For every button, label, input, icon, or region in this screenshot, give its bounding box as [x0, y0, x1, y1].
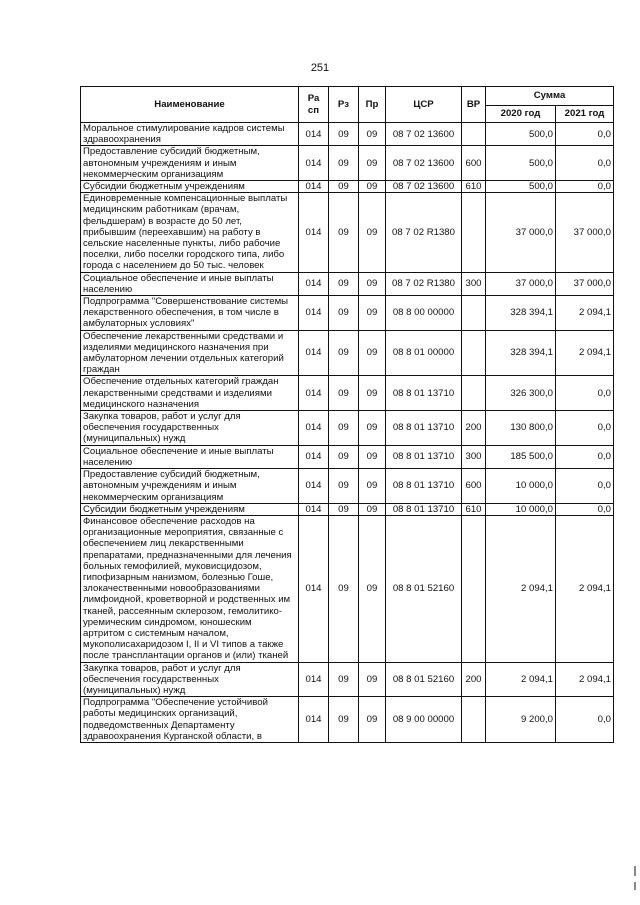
- row-ra: 014: [299, 272, 329, 295]
- row-vr: 600: [462, 469, 486, 504]
- row-ra: 014: [299, 469, 329, 504]
- table-row: [81, 146, 614, 181]
- table-row: [81, 181, 614, 193]
- header-ra: Ра: [307, 93, 320, 105]
- header-pr: Пр: [359, 87, 386, 123]
- row-name: Обеспечение отдельных категорий граждан лекарственными средствами и изделиями медицинского назначения: [81, 376, 299, 411]
- row-name: Закупка товаров, работ и услуг для обеспечения государственных (муниципальных) нужд: [81, 662, 299, 697]
- row-csr: 08 8 01 52160: [386, 662, 462, 697]
- row-sum-2021: 2 094,1: [556, 662, 614, 697]
- table-row: [81, 193, 614, 272]
- row-sum-2021: 2 094,1: [556, 515, 614, 662]
- row-vr: 200: [462, 662, 486, 697]
- row-csr: 08 7 02 13600: [386, 146, 462, 181]
- row-vr: [462, 193, 486, 272]
- row-rz: 09: [329, 181, 359, 193]
- row-pr: 09: [359, 181, 386, 193]
- row-sum-2021: 0,0: [556, 181, 614, 193]
- row-sum-2021: 0,0: [556, 697, 614, 743]
- row-name: Единовременные компенсационные выплаты медицинским работникам (врачам, фельдшерам) в возрасте до 50 лет, прибывшим (переехавшим) на работу в сельские населенные пункты, либо рабочие поселки, либо поселки городского типа, либо города с населением до 50 тыс. человек: [81, 193, 299, 272]
- row-pr: 09: [359, 515, 386, 662]
- row-vr: [462, 330, 486, 376]
- budget-table: [80, 86, 614, 743]
- row-vr: [462, 515, 486, 662]
- row-csr: 08 8 01 00000: [386, 330, 462, 376]
- row-csr: 08 7 02 13600: [386, 123, 462, 146]
- row-csr: 08 7 02 13600: [386, 181, 462, 193]
- table-row: [81, 662, 614, 697]
- row-vr: 600: [462, 146, 486, 181]
- row-vr: 610: [462, 503, 486, 515]
- row-sum-2020: 9 200,0: [486, 697, 556, 743]
- row-name: Обеспечение лекарственными средствами и изделиями медицинского назначения при амбулаторном лечении отдельных категорий граждан: [81, 330, 299, 376]
- row-name: Субсидии бюджетным учреждениям: [81, 503, 299, 515]
- row-vr: [462, 376, 486, 411]
- header-sum: Сумма: [486, 87, 614, 106]
- row-rz: 09: [329, 445, 359, 468]
- row-name: Финансовое обеспечение расходов на организационные мероприятия, связанные с обеспечением лиц лекарственными препаратами, предназначенными для лечения больных гемофилией, муковисцидозом, гипофизарным нанизмом, болезнью Гоше, злокачественными новообразованиями лимфоидной, кроветворной и родственных им тканей, рассеянным склерозом, гемолитико-уремическим синдромом, юношеским артритом с системным началом, мукополисахаридозом I, II и VI типов а также после трансплантации органов и (или) тканей: [81, 515, 299, 662]
- row-ra: 014: [299, 411, 329, 446]
- row-vr: 200: [462, 411, 486, 446]
- row-name: Закупка товаров, работ и услуг для обеспечения государственных (муниципальных) нужд: [81, 411, 299, 446]
- row-sum-2021: 2 094,1: [556, 296, 614, 331]
- row-csr: 08 8 01 13710: [386, 376, 462, 411]
- row-ra: 014: [299, 376, 329, 411]
- page-number: 251: [310, 62, 330, 74]
- row-name: Подпрограмма "Совершенствование системы лекарственного обеспечения, в том числе в амбулаторных условиях": [81, 296, 299, 331]
- row-sum-2020: 500,0: [486, 146, 556, 181]
- row-ra: 014: [299, 146, 329, 181]
- row-sum-2020: 2 094,1: [486, 662, 556, 697]
- row-vr: 300: [462, 272, 486, 295]
- row-sum-2020: 130 800,0: [486, 411, 556, 446]
- row-ra: 014: [299, 296, 329, 331]
- row-name: Предоставление субсидий бюджетным, автономным учреждениям и иным некоммерческим организациям: [81, 146, 299, 181]
- row-sum-2020: 500,0: [486, 123, 556, 146]
- row-csr: 08 8 01 13710: [386, 469, 462, 504]
- header-sp: сп: [307, 104, 320, 116]
- row-ra: 014: [299, 181, 329, 193]
- table-row: [81, 697, 614, 743]
- row-ra: 014: [299, 445, 329, 468]
- row-pr: 09: [359, 445, 386, 468]
- row-name: Предоставление субсидий бюджетным, автономным учреждениям и иным некоммерческим организациям: [81, 469, 299, 504]
- row-pr: 09: [359, 330, 386, 376]
- header-2021: 2021 год: [556, 106, 614, 123]
- row-rz: 09: [329, 146, 359, 181]
- table-row: [81, 503, 614, 515]
- row-sum-2020: 10 000,0: [486, 469, 556, 504]
- row-csr: 08 8 01 13710: [386, 411, 462, 446]
- row-csr: 08 7 02 R1380: [386, 272, 462, 295]
- row-rz: 09: [329, 330, 359, 376]
- row-ra: 014: [299, 662, 329, 697]
- row-sum-2020: 37 000,0: [486, 193, 556, 272]
- row-pr: 09: [359, 503, 386, 515]
- row-pr: 09: [359, 376, 386, 411]
- row-ra: 014: [299, 123, 329, 146]
- row-vr: [462, 123, 486, 146]
- table-row: [81, 272, 614, 295]
- row-name: Моральное стимулирование кадров системы здравоохранения: [81, 123, 299, 146]
- row-rz: 09: [329, 411, 359, 446]
- header-ra-sp: [299, 87, 329, 123]
- row-name: Подпрограмма "Обеспечение устойчивой работы медицинских организаций, подведомственных Департаменту здравоохранения Курганской области, в: [81, 697, 299, 743]
- table-row: [81, 296, 614, 331]
- table-row: [81, 411, 614, 446]
- table-row: [81, 515, 614, 662]
- row-rz: 09: [329, 123, 359, 146]
- row-csr: 08 7 02 R1380: [386, 193, 462, 272]
- row-sum-2021: 0,0: [556, 469, 614, 504]
- row-sum-2021: 2 094,1: [556, 330, 614, 376]
- table-row: [81, 376, 614, 411]
- row-ra: 014: [299, 697, 329, 743]
- row-csr: 08 8 00 00000: [386, 296, 462, 331]
- row-sum-2021: 0,0: [556, 123, 614, 146]
- row-csr: 08 9 00 00000: [386, 697, 462, 743]
- row-name: Субсидии бюджетным учреждениям: [81, 181, 299, 193]
- row-pr: 09: [359, 697, 386, 743]
- row-vr: 300: [462, 445, 486, 468]
- scan-edge-mark: [634, 866, 636, 876]
- row-pr: 09: [359, 146, 386, 181]
- row-name: Социальное обеспечение и иные выплаты населению: [81, 272, 299, 295]
- header-rz: Рз: [329, 87, 359, 123]
- header-name: Наименование: [81, 87, 299, 123]
- table-body: [81, 123, 614, 743]
- row-sum-2020: 328 394,1: [486, 330, 556, 376]
- scan-edge-mark: [634, 882, 636, 890]
- row-sum-2020: 185 500,0: [486, 445, 556, 468]
- row-pr: 09: [359, 272, 386, 295]
- row-rz: 09: [329, 662, 359, 697]
- row-ra: 014: [299, 330, 329, 376]
- row-pr: 09: [359, 123, 386, 146]
- table-row: [81, 469, 614, 504]
- row-pr: 09: [359, 662, 386, 697]
- header-csr: ЦСР: [386, 87, 462, 123]
- row-pr: 09: [359, 411, 386, 446]
- row-sum-2021: 0,0: [556, 146, 614, 181]
- row-rz: 09: [329, 296, 359, 331]
- row-rz: 09: [329, 376, 359, 411]
- table-row: [81, 445, 614, 468]
- row-sum-2021: 37 000,0: [556, 193, 614, 272]
- table-row: [81, 330, 614, 376]
- row-sum-2020: 326 300,0: [486, 376, 556, 411]
- row-sum-2021: 0,0: [556, 445, 614, 468]
- header-2020: 2020 год: [486, 106, 556, 123]
- row-csr: 08 8 01 13710: [386, 503, 462, 515]
- row-sum-2020: 2 094,1: [486, 515, 556, 662]
- row-vr: [462, 296, 486, 331]
- row-pr: 09: [359, 193, 386, 272]
- row-ra: 014: [299, 193, 329, 272]
- row-pr: 09: [359, 296, 386, 331]
- row-rz: 09: [329, 503, 359, 515]
- row-csr: 08 8 01 13710: [386, 445, 462, 468]
- row-rz: 09: [329, 697, 359, 743]
- row-ra: 014: [299, 515, 329, 662]
- row-vr: [462, 697, 486, 743]
- row-ra: 014: [299, 503, 329, 515]
- row-vr: 610: [462, 181, 486, 193]
- row-sum-2021: 0,0: [556, 411, 614, 446]
- row-csr: 08 8 01 52160: [386, 515, 462, 662]
- row-sum-2020: 500,0: [486, 181, 556, 193]
- table-row: [81, 123, 614, 146]
- row-sum-2020: 328 394,1: [486, 296, 556, 331]
- row-name: Социальное обеспечение и иные выплаты населению: [81, 445, 299, 468]
- row-pr: 09: [359, 469, 386, 504]
- row-rz: 09: [329, 193, 359, 272]
- header-vr: ВР: [462, 87, 486, 123]
- row-rz: 09: [329, 272, 359, 295]
- row-rz: 09: [329, 469, 359, 504]
- row-sum-2021: 37 000,0: [556, 272, 614, 295]
- row-sum-2020: 10 000,0: [486, 503, 556, 515]
- row-sum-2020: 37 000,0: [486, 272, 556, 295]
- row-rz: 09: [329, 515, 359, 662]
- row-sum-2021: 0,0: [556, 503, 614, 515]
- row-sum-2021: 0,0: [556, 376, 614, 411]
